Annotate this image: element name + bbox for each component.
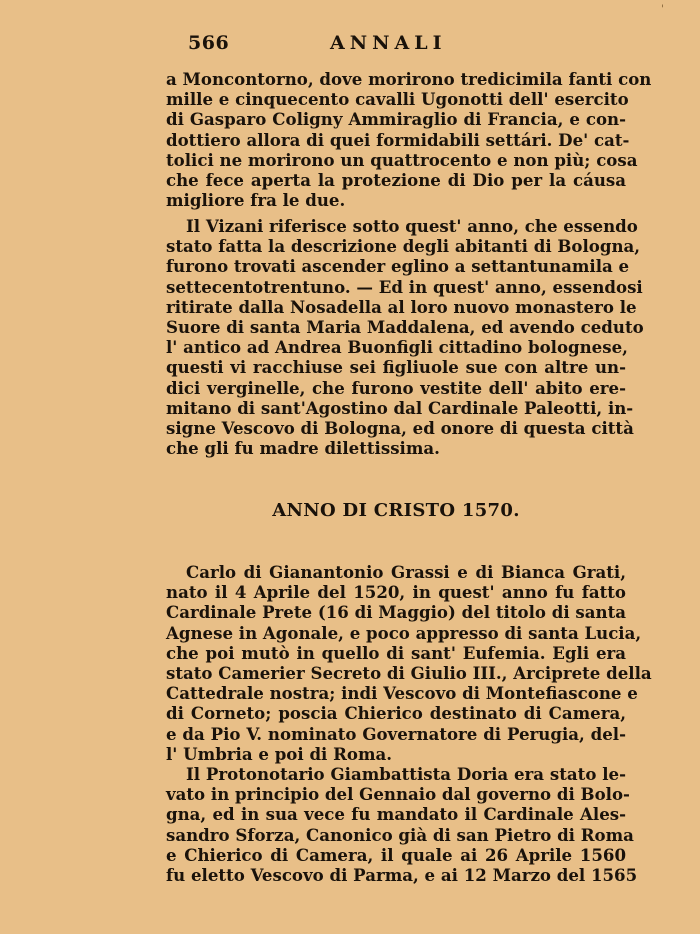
paragraph-2 [166, 216, 644, 459]
text-line: sandro Sforza, Canonico già di san Pietro di Roma [166, 824, 634, 845]
text-line: Suore di santa Maria Maddalena, ed avendo ceduto [166, 316, 644, 337]
text-line: stato Camerier Secreto di Giulio III., Arciprete della [166, 662, 652, 683]
text-line: Cattedrale nostra; indi Vescovo di Montefiascone e [166, 683, 638, 704]
text-line: di Corneto; poscia Chierico destinato di Camera, [166, 703, 626, 724]
text-line: Carlo di Gianantonio Grassi e di Bianca Grati, [186, 562, 626, 582]
text-line: mille e cinquecento cavalli Ugonotti dell' esercito [166, 89, 629, 110]
page-number: 566 [188, 32, 230, 54]
text-line: mitano di sant'Agostino dal Cardinale Paleotti, in- [166, 397, 634, 418]
running-head: ANNALI [330, 32, 447, 54]
text-line: e da Pio V. nominato Governatore di Perugia, del- [166, 723, 626, 744]
text-line: che fece aperta la protezione di Dio per la cáusa [166, 169, 626, 190]
text-line: e Chierico di Camera, il quale ai 26 Aprile 1560 [166, 844, 626, 865]
text-line: Agnese in Agonale, e poco appresso di santa Lucia, [166, 622, 642, 643]
text-line: Il Vizani riferisce sotto quest' anno, che essendo [186, 216, 638, 236]
text-line: di Gasparo Coligny Ammiraglio di Francia, e con- [166, 109, 626, 130]
paragraph-3 [166, 562, 652, 764]
text-line: a Moncontorno, dove morirono tredicimila fanti con [166, 69, 652, 89]
section-heading: ANNO DI CRISTO 1570. [272, 500, 520, 521]
text-line: che poi mutò in quello di sant' Eufemia. Egli era [166, 642, 626, 663]
text-line: tolici ne morirono un quattrocento e non più; cosa [166, 149, 638, 170]
text-line: fu eletto Vescovo di Parma, e ai 12 Marzo del 1565 [166, 864, 638, 885]
text-line: l' antico ad Andrea Buonfigli cittadino bolognese, [166, 337, 628, 358]
text-line: migliore fra le due. [166, 190, 346, 211]
paragraph-4 [166, 764, 638, 885]
text-line: stato fatta la descrizione degli abitanti di Bologna, [166, 236, 641, 257]
margin-mark: ' [661, 4, 664, 15]
text-line: questi vi racchiuse sei figliuole sue con altre un- [166, 357, 626, 378]
text-line: dici verginelle, che furono vestite dell' abito ere- [166, 377, 626, 398]
page-header [166, 32, 626, 58]
text-line: settecentotrentuno. — Ed in quest' anno, essendosi [166, 276, 643, 297]
text-line: Cardinale Prete (16 di Maggio) del titolo di santa [166, 602, 626, 623]
text-line: Il Protonotario Giambattista Doria era stato le- [186, 764, 626, 784]
paragraph-1 [166, 69, 652, 211]
text-line: l' Umbria e poi di Roma. [166, 743, 393, 764]
text-line: ritirate dalla Nosadella al loro nuovo monastero le [166, 296, 637, 317]
text-line: nato il 4 Aprile del 1520, in quest' anno fu fatto [166, 582, 626, 603]
text-line: furono trovati ascender eglino a settantunamila e [166, 256, 630, 277]
text-line: signe Vescovo di Bologna, ed onore di questa città [166, 417, 634, 438]
text-line: che gli fu madre dilettissima. [166, 438, 440, 459]
text-line: gna, ed in sua vece fu mandato il Cardinale Ales- [166, 804, 626, 825]
text-line: vato in principio del Gennaio dal governo di Bolo- [166, 784, 630, 805]
text-line: dottiero allora di quei formidabili settári. De' cat- [166, 129, 630, 150]
